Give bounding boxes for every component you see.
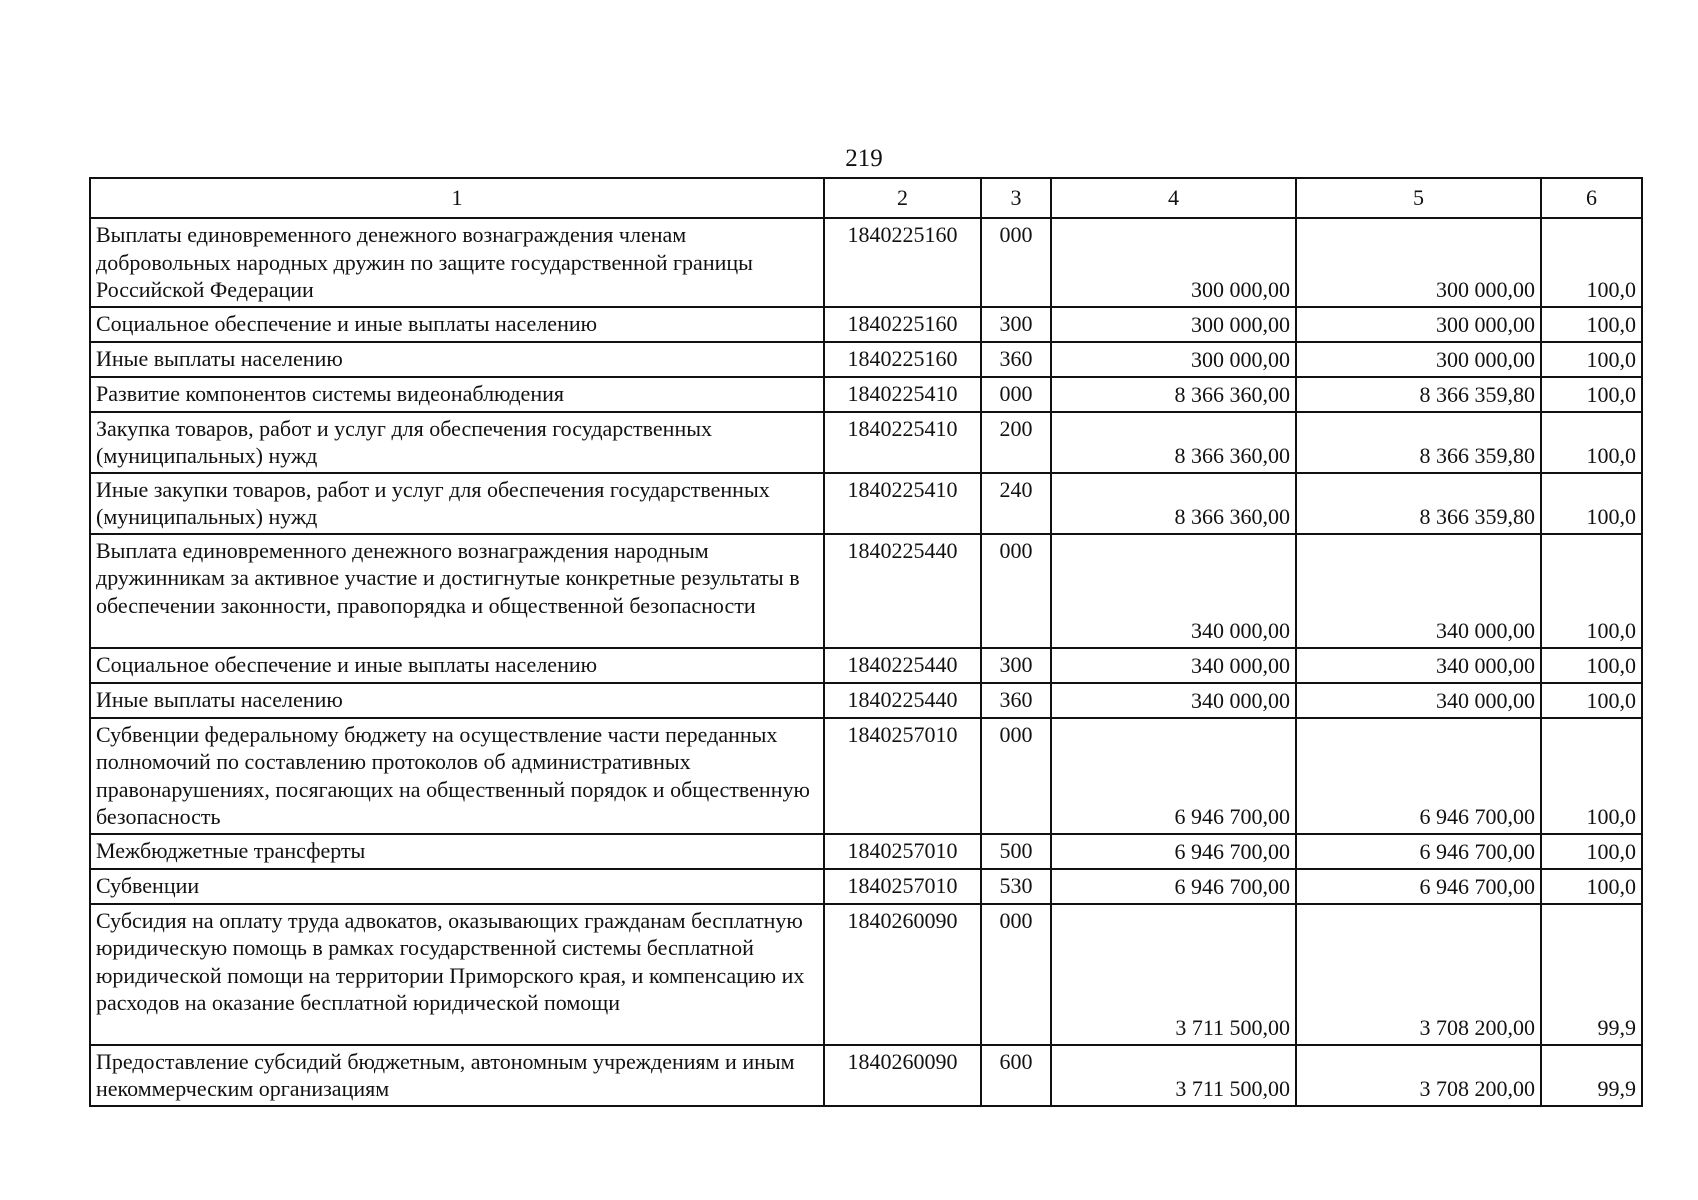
table-row [90, 307, 1642, 342]
expense-type-code: 360 [981, 683, 1051, 718]
column-header: 3 [981, 178, 1051, 218]
executed-amount: 300 000,00 [1296, 307, 1541, 342]
table-row [90, 473, 1642, 534]
expense-type-code: 530 [981, 869, 1051, 904]
execution-percent: 100,0 [1541, 218, 1642, 307]
executed-amount: 340 000,00 [1296, 683, 1541, 718]
table-row [90, 412, 1642, 473]
target-article-code: 1840225410 [824, 412, 981, 473]
expense-name: Субсидия на оплату труда адвокатов, оказывающих гражданам бесплатную юридическую помощь в рамках государственной системы бесплатной юридической помощи на территории Приморского края, и компенсацию их расходов на оказание бесплатной юридической помощи [90, 904, 824, 1045]
target-article-code: 1840225160 [824, 307, 981, 342]
execution-percent: 99,9 [1541, 1045, 1642, 1106]
planned-amount: 340 000,00 [1051, 683, 1296, 718]
target-article-code: 1840257010 [824, 869, 981, 904]
expense-name: Субвенции федеральному бюджету на осуществление части переданных полномочий по составлению протоколов об административных правонарушениях, посягающих на общественный порядок и общественную безопасность [90, 718, 824, 834]
table-row [90, 683, 1642, 718]
expense-type-code: 000 [981, 534, 1051, 648]
execution-percent: 100,0 [1541, 342, 1642, 377]
executed-amount: 300 000,00 [1296, 218, 1541, 307]
target-article-code: 1840225410 [824, 377, 981, 412]
expense-type-code: 500 [981, 834, 1051, 869]
expense-type-code: 000 [981, 218, 1051, 307]
expense-name: Социальное обеспечение и иные выплаты населению [90, 307, 824, 342]
table-row [90, 377, 1642, 412]
expense-type-code: 300 [981, 307, 1051, 342]
executed-amount: 340 000,00 [1296, 648, 1541, 683]
target-article-code: 1840225440 [824, 683, 981, 718]
planned-amount: 6 946 700,00 [1051, 718, 1296, 834]
table-row [90, 869, 1642, 904]
execution-percent: 100,0 [1541, 834, 1642, 869]
planned-amount: 300 000,00 [1051, 218, 1296, 307]
expense-name: Иные выплаты населению [90, 342, 824, 377]
expense-type-code: 300 [981, 648, 1051, 683]
target-article-code: 1840225440 [824, 534, 981, 648]
target-article-code: 1840225440 [824, 648, 981, 683]
target-article-code: 1840260090 [824, 904, 981, 1045]
column-header: 5 [1296, 178, 1541, 218]
expense-type-code: 600 [981, 1045, 1051, 1106]
executed-amount: 3 708 200,00 [1296, 904, 1541, 1045]
expense-name: Развитие компонентов системы видеонаблюдения [90, 377, 824, 412]
table-row [90, 718, 1642, 834]
executed-amount: 6 946 700,00 [1296, 869, 1541, 904]
target-article-code: 1840260090 [824, 1045, 981, 1106]
execution-percent: 100,0 [1541, 718, 1642, 834]
expense-type-code: 360 [981, 342, 1051, 377]
expense-name: Иные закупки товаров, работ и услуг для обеспечения государственных (муниципальных) нужд [90, 473, 824, 534]
execution-percent: 100,0 [1541, 869, 1642, 904]
planned-amount: 3 711 500,00 [1051, 1045, 1296, 1106]
expense-name: Закупка товаров, работ и услуг для обеспечения государственных (муниципальных) нужд [90, 412, 824, 473]
table-row [90, 648, 1642, 683]
table-header-row [90, 178, 1642, 218]
table-row [90, 342, 1642, 377]
executed-amount: 6 946 700,00 [1296, 718, 1541, 834]
expense-name: Предоставление субсидий бюджетным, автономным учреждениям и иным некоммерческим организациям [90, 1045, 824, 1106]
planned-amount: 6 946 700,00 [1051, 869, 1296, 904]
table-row [90, 218, 1642, 307]
planned-amount: 3 711 500,00 [1051, 904, 1296, 1045]
planned-amount: 300 000,00 [1051, 307, 1296, 342]
column-header: 4 [1051, 178, 1296, 218]
executed-amount: 6 946 700,00 [1296, 834, 1541, 869]
execution-percent: 100,0 [1541, 648, 1642, 683]
page-number: 219 [845, 145, 883, 172]
execution-percent: 100,0 [1541, 473, 1642, 534]
planned-amount: 8 366 360,00 [1051, 473, 1296, 534]
column-header: 1 [90, 178, 824, 218]
target-article-code: 1840257010 [824, 718, 981, 834]
planned-amount: 340 000,00 [1051, 648, 1296, 683]
table-row [90, 904, 1642, 1045]
column-header: 6 [1541, 178, 1642, 218]
column-header: 2 [824, 178, 981, 218]
expense-name: Субвенции [90, 869, 824, 904]
expense-name: Социальное обеспечение и иные выплаты населению [90, 648, 824, 683]
executed-amount: 3 708 200,00 [1296, 1045, 1541, 1106]
execution-percent: 100,0 [1541, 534, 1642, 648]
planned-amount: 300 000,00 [1051, 342, 1296, 377]
execution-percent: 100,0 [1541, 377, 1642, 412]
expense-type-code: 000 [981, 904, 1051, 1045]
expense-type-code: 000 [981, 718, 1051, 834]
expense-name: Иные выплаты населению [90, 683, 824, 718]
expense-type-code: 240 [981, 473, 1051, 534]
target-article-code: 1840225160 [824, 218, 981, 307]
expense-name: Выплаты единовременного денежного вознаграждения членам добровольных народных дружин по защите государственной границы Российской Федерации [90, 218, 824, 307]
target-article-code: 1840257010 [824, 834, 981, 869]
execution-percent: 100,0 [1541, 412, 1642, 473]
planned-amount: 340 000,00 [1051, 534, 1296, 648]
expense-name: Выплата единовременного денежного вознаграждения народным дружинникам за активное участие и достигнутые конкретные результаты в обеспечении законности, правопорядка и общественной безопасности [90, 534, 824, 648]
planned-amount: 8 366 360,00 [1051, 377, 1296, 412]
execution-percent: 100,0 [1541, 307, 1642, 342]
target-article-code: 1840225410 [824, 473, 981, 534]
target-article-code: 1840225160 [824, 342, 981, 377]
expense-type-code: 000 [981, 377, 1051, 412]
budget-table [89, 177, 1643, 1107]
planned-amount: 8 366 360,00 [1051, 412, 1296, 473]
executed-amount: 340 000,00 [1296, 534, 1541, 648]
executed-amount: 8 366 359,80 [1296, 412, 1541, 473]
expense-type-code: 200 [981, 412, 1051, 473]
expense-name: Межбюджетные трансферты [90, 834, 824, 869]
table-row [90, 834, 1642, 869]
execution-percent: 100,0 [1541, 683, 1642, 718]
execution-percent: 99,9 [1541, 904, 1642, 1045]
executed-amount: 300 000,00 [1296, 342, 1541, 377]
table-row [90, 534, 1642, 648]
executed-amount: 8 366 359,80 [1296, 377, 1541, 412]
planned-amount: 6 946 700,00 [1051, 834, 1296, 869]
executed-amount: 8 366 359,80 [1296, 473, 1541, 534]
table-row [90, 1045, 1642, 1106]
